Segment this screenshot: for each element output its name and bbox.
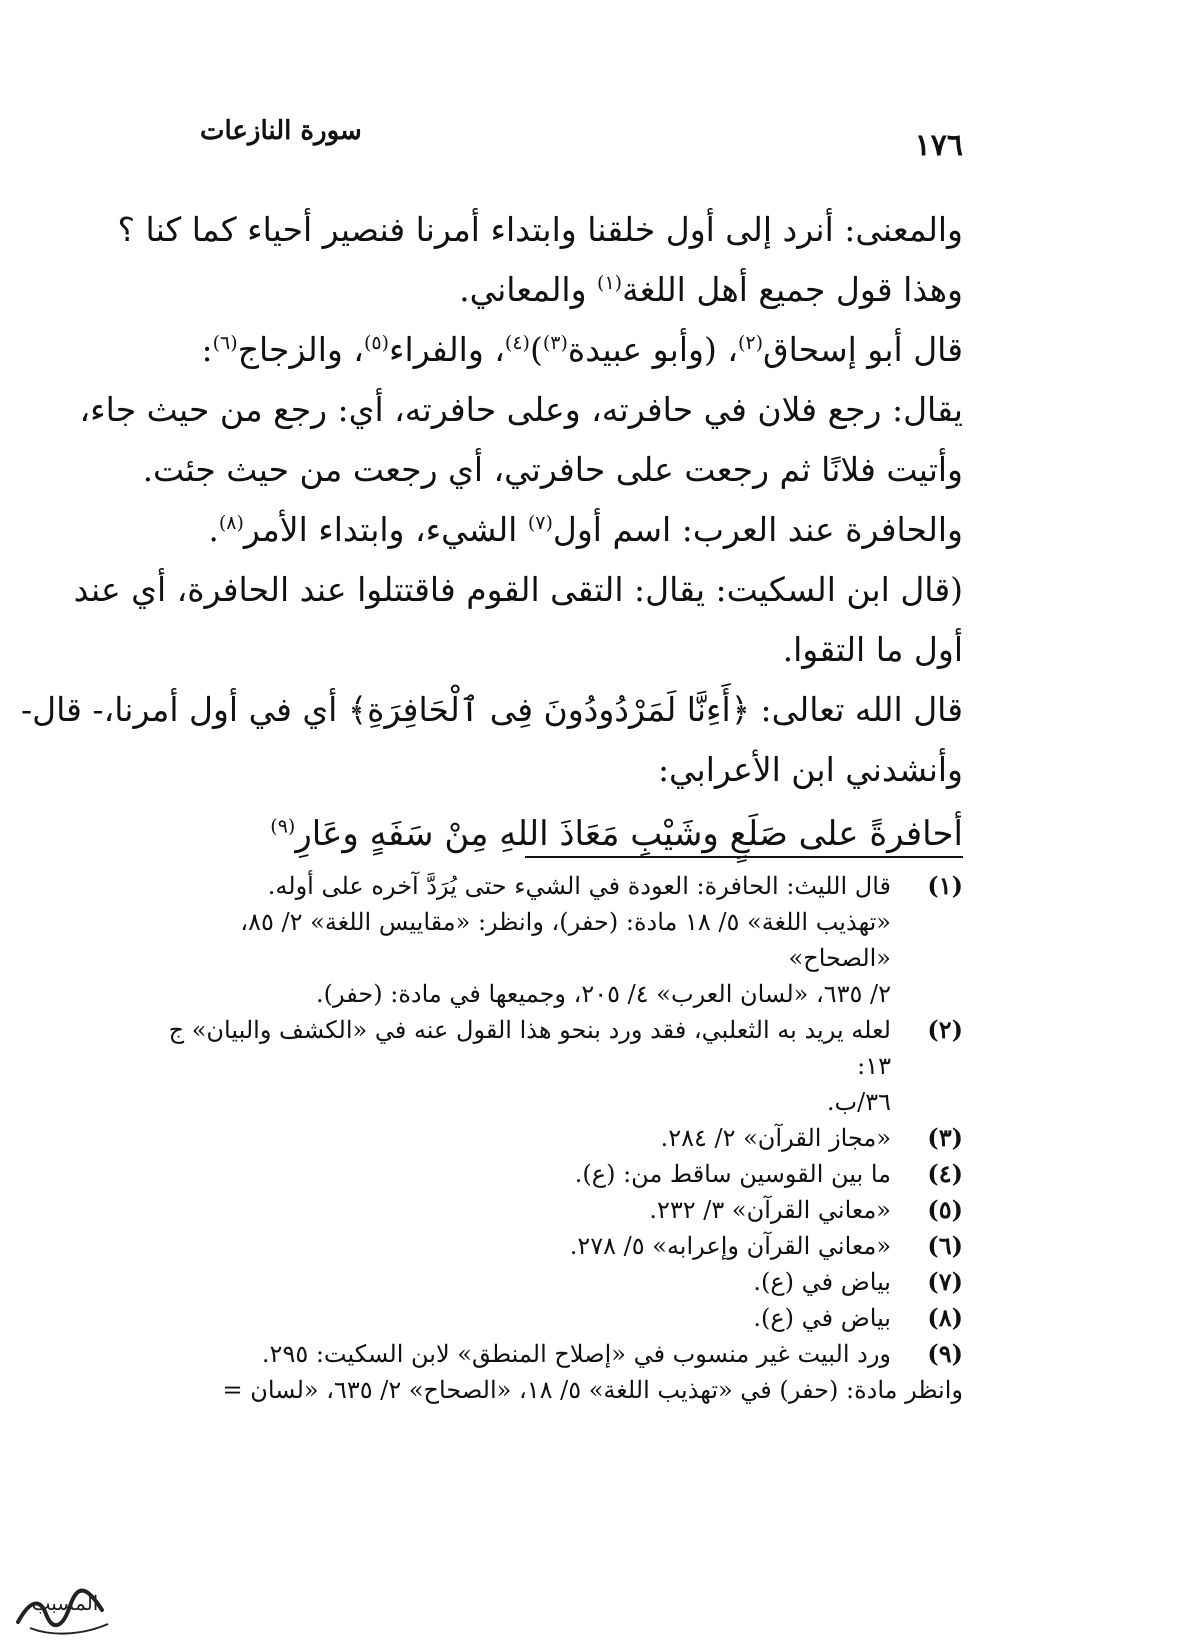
footnote-4: (٤) ما بين القوسين ساقط من: (ع).: [574, 1159, 963, 1188]
main-text: [20, 200, 963, 864]
footnote-continuation: وانظر مادة: (حفر) في «تهذيب اللغة» ٥/ ١٨، «الصحاح» ٢/ ٦٣٥، «لسان =: [222, 1376, 963, 1404]
footnote-ref-9: (٩): [270, 815, 296, 838]
text-line-3: قال أبو إسحاق$^{(٢)}$، (وأبو عبيدة$^{(٣)}$)$^{(٤)}$، والفراء$^{(٥)}$، والزجاج$^{(٦)}$:: [201, 330, 963, 369]
footnote-9: (٩) ورد البيت غير منسوب في «إصلاح المنطق» لابن السكيت: ٢٩٥.: [261, 1339, 963, 1368]
footnote-ref-7: (٧): [527, 512, 553, 534]
footnote-ref-5: (٥): [363, 332, 390, 354]
footnote-ref-1: (١): [597, 272, 623, 294]
footnote-ref-3: (٣): [542, 332, 568, 354]
publisher-logo: [10, 1570, 120, 1640]
text-line-6: والحافرة عند العرب: اسم أول$^{(٧)}$ الشيء، وابتداء الأمر$^{(٨)}$.: [208, 510, 963, 549]
text-line-4: يقال: رجع فلان في حافرته، وعلى حافرته، أي: رجع من حيث جاء،: [79, 390, 963, 429]
text-line-9: قال الله تعالى: ﴿أَءِنَّا لَمَرْدُودُونَ فِى ٱلْحَافِرَةِ﴾ أي في أول أمرنا،- قال-: [20, 690, 963, 729]
footnote-3: (٣) «مجاز القرآن» ٢/ ٢٨٤.: [660, 1123, 963, 1152]
text-line-8: أول ما التقوا.: [782, 630, 963, 669]
text-line-10: وأنشدني ابن الأعرابي:: [657, 750, 963, 789]
footnote-ref-6: (٦): [212, 332, 238, 354]
publisher-logo-text: المسبب: [31, 1591, 99, 1615]
footnote-7: (٧) بياض في (ع).: [753, 1267, 963, 1296]
footnote-ref-8: (٨): [218, 512, 244, 534]
text-line-2: وهذا قول جميع أهل اللغة$^{(١)}$ والمعاني.: [459, 270, 963, 309]
surah-title: سورة النازعات: [200, 116, 362, 146]
footnote-5: (٥) «معاني القرآن» ٣/ ٢٣٢.: [649, 1195, 963, 1224]
page-number: ١٧٦: [914, 128, 963, 163]
poetry-verse: أحافرةً على صَلَعٍ وشَيْبِ مَعَاذَ اللهِ مِنْ سَفَهٍ وعَارِ$^{(٩)}$: [270, 814, 963, 854]
footnote-8: (٨) بياض في (ع).: [753, 1303, 963, 1332]
footnote-ref-2: (٢): [737, 332, 764, 354]
text-line-7: (قال ابن السكيت: يقال: التقى القوم فاقتتلوا عند الحافرة، أي عند: [73, 570, 963, 609]
page-header: [200, 112, 963, 162]
text-line-1: والمعنى: أنرد إلى أول خلقنا وابتداء أمرنا فنصير أحياء كما كنا ؟: [117, 210, 963, 249]
footnote-separator: [525, 856, 963, 858]
footnote-1: (١) قال الليث: الحافرة: العودة في الشيء حتى يُرَدَّ آخره على أوله. «تهذيب اللغة» ٥/ ١٨ مادة: (حفر)، وانظر: «مقاييس اللغة» ٢/ ٨٥، «الصحاح» ٢/ ٦٣٥، «لسان العرب» ٤/ ٢٠٥، وجميعها في مادة: (حفر).: [240, 871, 963, 1008]
footnote-6: (٦) «معاني القرآن وإعرابه» ٥/ ٢٧٨.: [569, 1231, 963, 1260]
footnote-2: (٢) لعله يريد به الثعلبي، فقد ورد بنحو هذا القول عنه في «الكشف والبيان» ج ١٣: ٣٦/ب.: [168, 1015, 963, 1116]
footnotes: [135, 868, 963, 1408]
footnote-ref-4: (٤): [504, 332, 530, 354]
text-line-5: وأتيت فلانًا ثم رجعت على حافرتي، أي رجعت من حيث جئت.: [142, 450, 963, 489]
